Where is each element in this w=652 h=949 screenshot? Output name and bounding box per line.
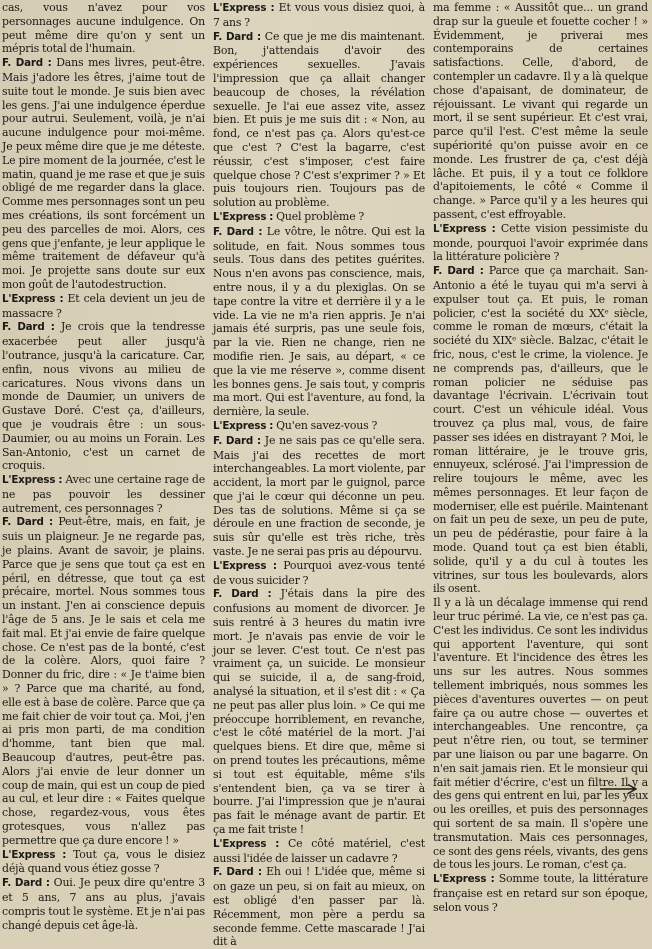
paragraph	[2, 320, 205, 473]
speaker-label: L'Express :	[213, 2, 275, 14]
paragraph	[213, 559, 425, 588]
paragraph	[213, 30, 425, 210]
paragraph	[2, 848, 205, 877]
paragraph-text: Cette vision pessimiste du monde, pourquoi l'avoir exprimée dans la littérature policière ?	[433, 221, 648, 264]
speaker-label: L'Express :	[213, 419, 274, 432]
paragraph	[213, 434, 425, 559]
speaker-label: F. Dard :	[2, 877, 50, 890]
paragraph	[2, 876, 205, 932]
text-column-1	[2, 1, 205, 932]
speaker-label: F. Dard :	[213, 30, 261, 43]
paragraph	[213, 419, 425, 434]
paragraph-text: Oui. Je peux dire qu'entre 3 et 5 ans, 7 ans au plus, j'avais compris tout le système. Et je n'ai pas changé depuis cet âge-là.	[2, 876, 205, 932]
paragraph-text: Parce que ça marchait. San-Antonio a été le tuyau qui m'a servi à expulser tout ça. Et puis, le roman policier, c'est la société du XXᵉ siècle, comme le roman de mœurs, c'était la société du XIXᵉ siècle. Balzac, c'était le fric, nous, c'est le crime, la violence. Je ne comprends pas, d'ailleurs, que le roman policier ne séduise pas davantage l'écrivain. L'écrivain tout court. C'est un véhicule idéal. Vous trouvez ça plus mal, vous, de faire passer ses idées en distrayant ? Moi, le roman littéraire, je le trouve gris, ennuyeux, sclérosé. J'ai l'impression de relire toujours le même, avec les mêmes personnages. Et leur façon de moderniser, elle est puérile. Maintenant on fait un peu de sexe, un peu de pute, un peu de pédérastie, pour faire à la mode. Quand tout ça est bien établi, solide, qu'il y a du cul à toutes les vitrines, sur tous les boulevards, alors ils osent.	[433, 264, 648, 596]
paragraph	[2, 1, 205, 56]
paragraph	[2, 292, 205, 321]
paragraph	[213, 837, 425, 866]
paragraph	[213, 587, 425, 836]
speaker-label: L'Express :	[2, 292, 64, 305]
paragraph	[213, 1, 425, 30]
paragraph-text: Je ne sais pas ce qu'elle sera. Mais j'ai des recettes de mort interchangeables. La mort violente, par accident, la mort par le guignol, parce que j'ai le cœur qui déconne un peu. Des tas de solutions. Même si ça se déroule en une fraction de seconde, je suis sûr qu'elle est très riche, très vaste. Je ne serai pas pris au dépourvu.	[213, 433, 425, 559]
paragraph	[433, 872, 648, 914]
paragraph	[433, 264, 648, 596]
paragraph-text: Somme toute, la littérature française est en retard sur son époque, selon vous ?	[433, 872, 649, 914]
speaker-label: F. Dard :	[433, 265, 484, 278]
paragraph-text: Tout ça, vous le disiez déjà quand vous étiez gosse ?	[2, 847, 205, 876]
paragraph	[433, 1, 648, 222]
paragraph-text: Quel problème ?	[273, 209, 365, 223]
paragraph-text: Et cela devient un jeu de massacre ?	[2, 291, 205, 320]
paragraph-text: Il y a là un décalage immense qui rend leur truc périmé. La vie, ce n'est pas ça. C'est les individus. Ce sont les individus qui apportent l'aventure, qui sont l'aventure. Et l'incidence des êtres les uns sur les autres. Nous sommes tellement imbriqués, nous sommes les pièces d'aventures ouvertes — on peut faire ça ou autre chose — ouvertes et interchangeables. Une rencontre, ça peut n'être rien, ou tout, se terminer par une liaison ou par une bagarre. On n'en sait jamais rien. Et le monsieur qui fait métier d'écrire, c'est un filtre. Il y a des gens qui entrent en lui, par les yeux ou les oreilles, et puis des personnages qui sortent de sa main. Il s'opère une transmutation. Mais ces personnages, ce sont des gens réels, vivants, des gens de tous les jours. Le roman, c'est ça.	[433, 596, 648, 872]
paragraph-text: Ce que je me dis maintenant. Bon, j'attendais d'avoir des expériences sexuelles. J'avais l'impression que ça allait changer beaucoup de choses, la révélation sexuelle. Je l'ai eue assez vite, assez bien. Et puis je me suis dit : « Non, au fond, ce n'est pas ça. Alors qu'est-ce que c'est ? C'est la bagarre, c'est réussir, c'est s'imposer, c'est faire quelque chose ? C'est s'exprimer ? » Et puis toujours rien. Toujours pas de solution au problème.	[213, 29, 425, 210]
paragraph-text: J'étais dans la pire des confusions au moment de divorcer. Je suis rentré à 3 heures du matin ivre mort. Je n'avais pas envie de voir le jour se lever. C'est tout. Ce n'est pas vraiment ça, un suicide. Le monsieur qui se suicide, il a, de sang-froid, analysé la situation, et il s'est dit : « Ça ne peut pas aller plus loin. » Ce qui me préoccupe horriblement, en revanche, c'est le côté matériel de la mort. J'ai quelques biens. Et dire que, même si on prend toutes les précautions, même si tout est équitable, même s'ils s'entendent bien, ça va se tirer à bourre. J'ai l'impression que je n'aurai pas fait le ménage avant de partir. Et ça me fait triste !	[213, 587, 425, 837]
paragraph	[2, 56, 205, 292]
paragraph	[433, 596, 648, 872]
speaker-label: L'Express :	[213, 559, 277, 572]
speaker-label: F. Dard :	[213, 434, 261, 447]
speaker-label: L'Express :	[2, 474, 63, 487]
speaker-label: L'Express :	[213, 210, 274, 223]
paragraph-text: Ce côté matériel, c'est aussi l'idée de laisser un cadavre ?	[213, 836, 425, 865]
paragraph-text: Dans mes livres, peut-être. Mais j'adore les êtres, j'aime tout de suite tout le monde. Je suis bien avec les gens. J'ai une indulgence éperdue pour autrui. Seulement, voilà, je n'ai aucune indulgence pour moi-même. Je peux même dire que je me déteste. Le pire moment de la journée, c'est le matin, quand je me rase et que je suis obligé de me regarder dans la glace. Comme mes personnages sont un peu mes créations, ils sont forcément un peu des parcelles de moi. Alors, ces gens que j'enfante, je leur applique le même traitement de défaveur qu'à moi. Je projette sans doute sur eux mon goût de l'autodestruction.	[2, 56, 205, 291]
paragraph-text: ma femme : « Aussitôt que... un grand drap sur la gueule et fouette cocher ! » Évidemment, je priverai mes contemporains de certaines satisfactions. Celle, d'abord, de contempler un cadavre. Il y a là quelque chose d'apaisant, de dominateur, de réjouissant. Le vivant qui regarde un mort, il se sent supérieur. Et c'est vrai, parce qu'il l'est. C'est même la seule supériorité qu'on puisse avoir en ce monde. Les frustrer de ça, c'est déjà lâche. Et puis, il y a tout ce folklore d'apitoiements, le côté « Comme il change. » Parce qu'il y a les heures qui passent, c'est effroyable.	[433, 1, 648, 221]
paragraph-text: Et vous vous disiez quoi, à 7 ans ?	[213, 1, 425, 29]
speaker-label: L'Express :	[433, 222, 496, 235]
paragraph	[213, 210, 425, 225]
speaker-label: F. Dard :	[2, 321, 55, 334]
speaker-label: L'Express :	[2, 848, 67, 861]
paragraph-text: Le vôtre, le nôtre. Qui est la solitude, en fait. Nous sommes tous seuls. Tous dans des petites guérites. Nous n'en avons pas conscience, mais, entre nous, il y a du plexiglas. On se tape contre la vitre et derrière il y a le vide. La vie ne m'a rien appris. Je n'ai jamais été surpris, pas une seule fois, par la vie. Rien ne change, rien ne modifie rien. Je sais, au départ, « ce que la vie me réserve », comme disent les bonnes gens. Je sais tout, y compris ma mort. Qui est l'aventure, au fond, la dernière, la seule.	[213, 224, 425, 419]
paragraph	[433, 222, 648, 264]
paragraph-text: Qu'en savez-vous ?	[273, 418, 378, 432]
paragraph	[213, 225, 425, 419]
paragraph	[2, 515, 205, 847]
speaker-label: F. Dard :	[2, 516, 53, 529]
paragraph-text: Eh oui ! L'idée que, même si on gaze un peu, si on fait au mieux, on est obligé d'en passer par là. Récemment, mon père a perdu sa seconde femme. Cette mascarade ! J'ai dit à	[213, 865, 425, 949]
speaker-label: F. Dard :	[213, 866, 262, 879]
speaker-label: F. Dard :	[213, 588, 272, 601]
speaker-label: L'Express :	[213, 837, 280, 850]
paragraph-text: Pourquoi avez-vous tenté de vous suicider ?	[213, 558, 425, 587]
paragraph-text: Peut-être, mais, en fait, je suis un plaigneur. Je ne regarde pas, je plains. Avant de savoir, je plains. Parce que je sens que tout ça est en péril, en détresse, que tout ça est précaire, mortel. Nous sommes tous un instant. J'en ai conscience depuis l'âge de 5 ans. Je le sais et cela me fait mal. Et j'ai envie de faire quelque chose. Ce n'est pas de la bonté, c'est de la colère. Alors, quoi faire ? Donner du fric, dire : « Je t'aime bien » ? Parce que ma charité, au fond, elle est à base de colère. Parce que ça me fait chier de voir tout ça. Moi, j'en ai pris mon parti, de ma condition d'homme, tant bien que mal. Beaucoup d'autres, peut-être pas. Alors j'ai envie de leur donner un coup de main, qui est un coup de pied au cul, et leur dire : « Faites quelque chose, regardez-vous, vous êtes grotesques, vous n'allez pas permettre que ça dure encore ! »	[2, 515, 205, 847]
speaker-label: F. Dard :	[213, 225, 263, 238]
speaker-label: L'Express :	[433, 873, 495, 886]
speaker-label: F. Dard :	[2, 57, 52, 70]
text-column-2	[213, 1, 425, 949]
right-arrow-icon	[598, 782, 640, 796]
text-column-3	[433, 1, 649, 914]
paragraph	[213, 865, 425, 949]
paragraph-text: cas, vous n'avez pour vos personnages aucune indulgence. On peut même dire qu'on y sent un mépris total de l'humain.	[2, 1, 205, 56]
paragraph-text: Avec une certaine rage de ne pas pouvoir les dessiner autrement, ces personnages ?	[2, 473, 205, 515]
paragraph-text: Je crois que la tendresse exacerbée peut aller jusqu'à l'outrance, jusqu'à la caricature. Car, enfin, nous vivons au milieu de caricatures. Nous vivons dans un monde de Daumier, un univers de Gustave Doré. C'est ça, d'ailleurs, que je voudrais être : un sous-Daumier, ou au moins un Forain. Les San-Antonio, c'est un carnet de croquis.	[2, 320, 205, 473]
paragraph	[2, 473, 205, 515]
